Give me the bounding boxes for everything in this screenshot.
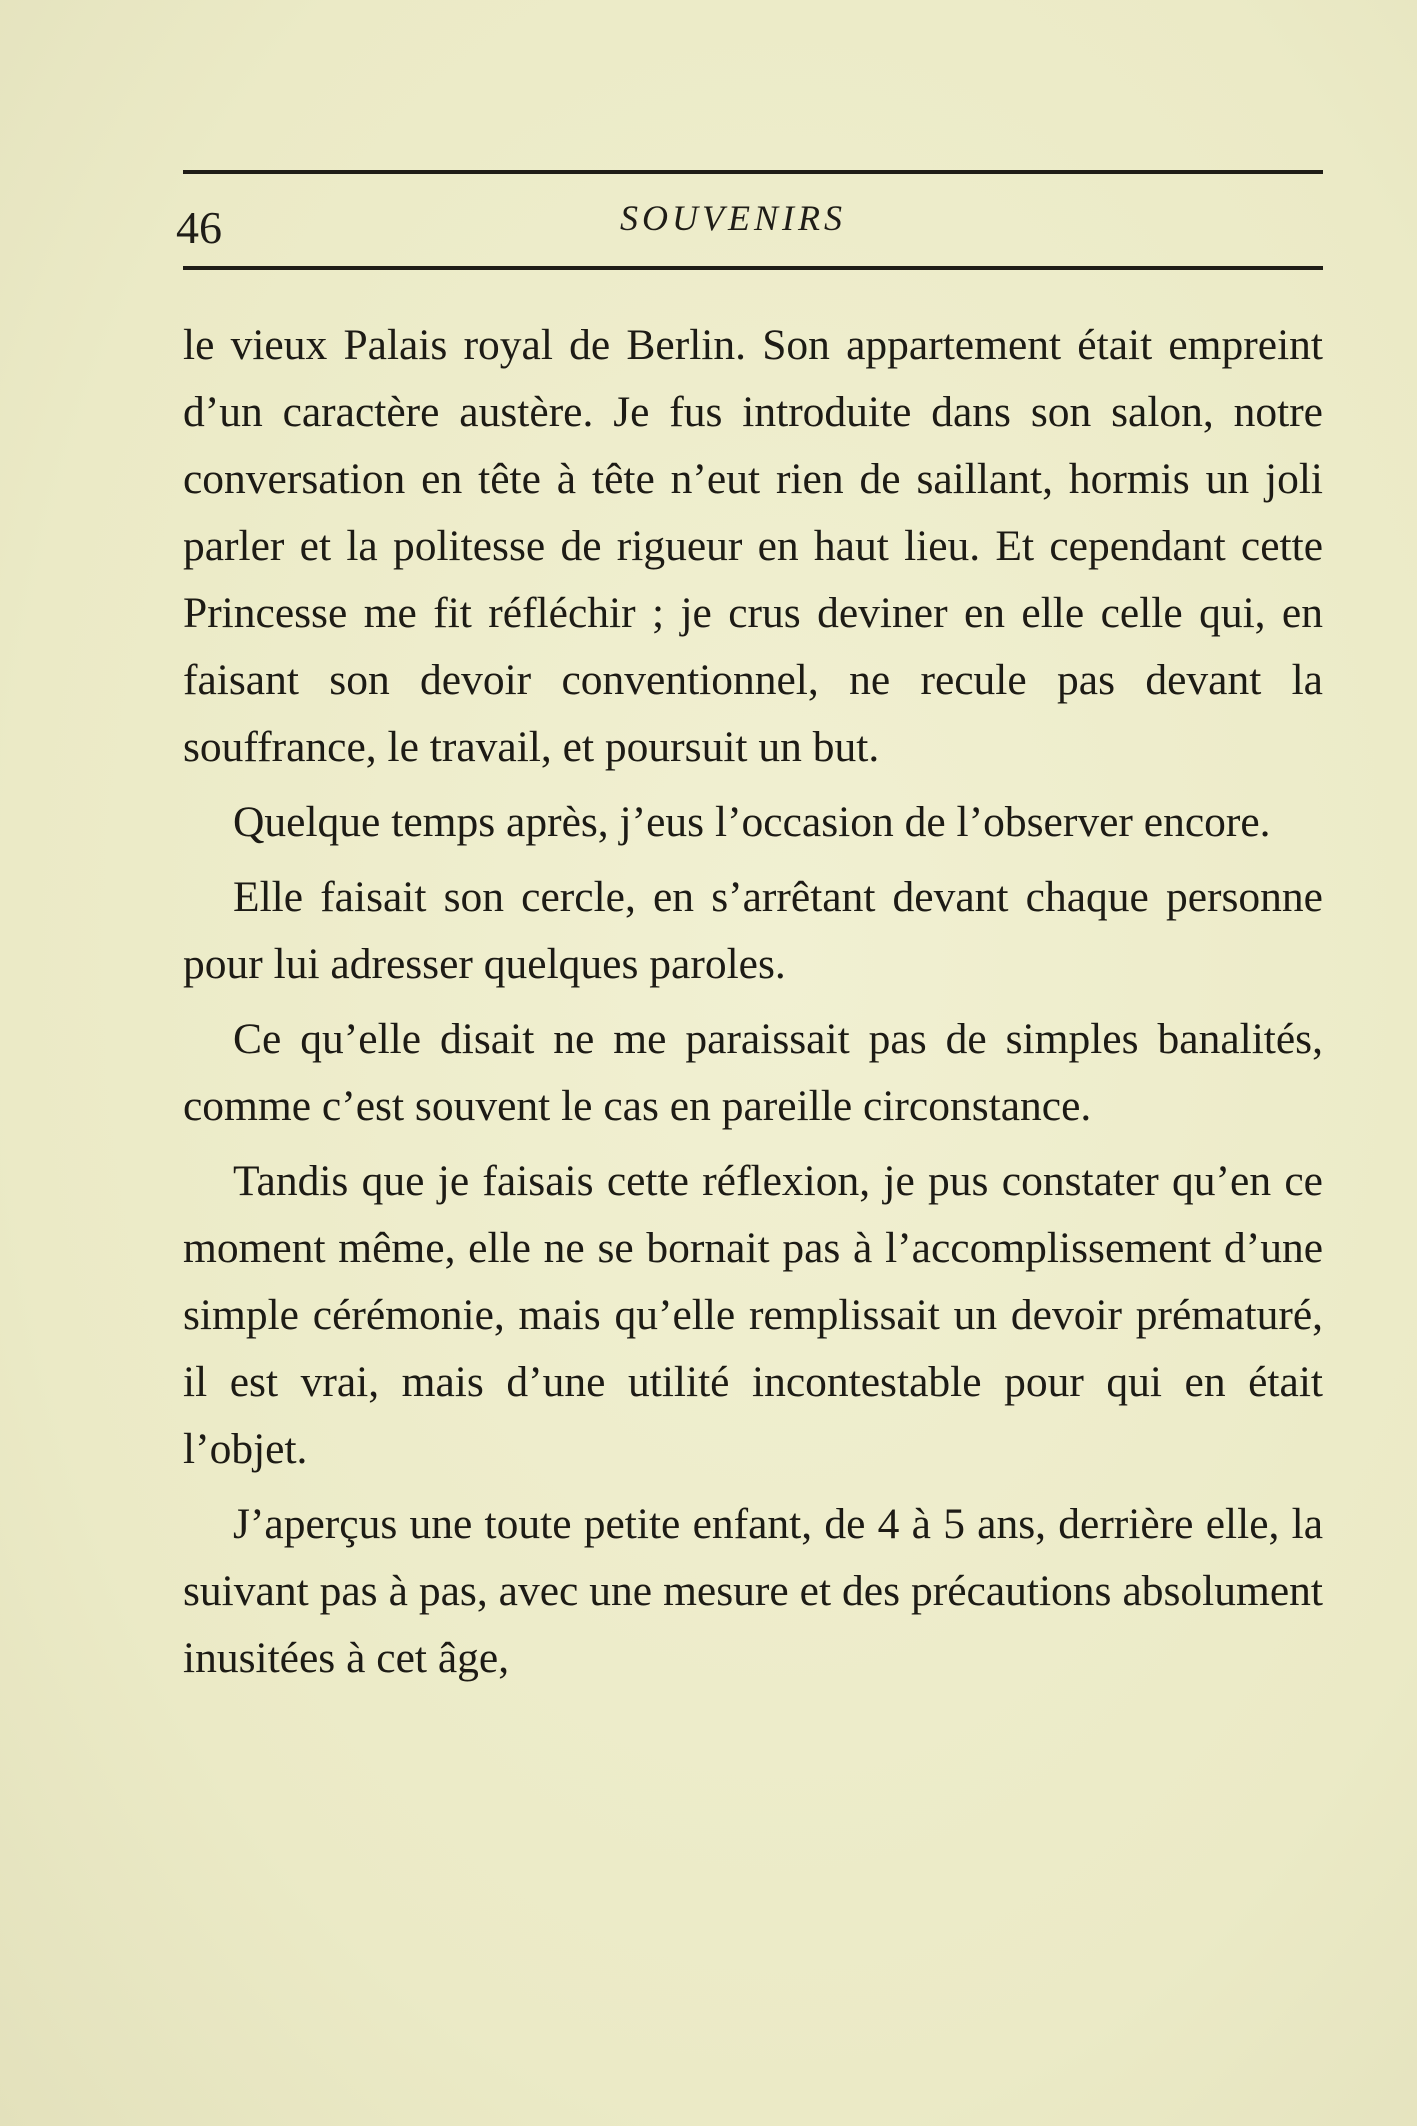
paragraph: Tandis que je faisais cette réflexion, je pus constater qu’en ce moment même, elle ne se bornait pas à l’accomplissement d’une simple cérémonie, mais qu’elle remplissait un devoir prématuré, il est vrai, mais d’une utilité incontestable pour qui en était l’objet. (183, 1157, 1323, 1473)
paragraph: Elle faisait son cercle, en s’arrêtant devant chaque personne pour lui adresser quelques paroles. (183, 873, 1323, 988)
body-text (183, 312, 1323, 1700)
paragraph: Quelque temps après, j’eus l’occasion de l’observer encore. (233, 798, 1271, 846)
header-rule-bottom (183, 266, 1323, 270)
page-number: 46 (176, 202, 222, 253)
running-title: SOUVENIRS (620, 198, 846, 238)
paragraph: J’aperçus une toute petite enfant, de 4 à 5 ans, derrière elle, la suivant pas à pas, avec une mesure et des précautions absolument inusitées à cet âge, (183, 1500, 1323, 1682)
paragraph: le vieux Palais royal de Berlin. Son appartement était empreint d’un caractère austère. Je fus introduite dans son salon, notre conversation en tête à tête n’eut rien de saillant, hormis un joli parler et la politesse de rigueur en haut lieu. Et cependant cette Princesse me fit réfléchir ; je crus deviner en elle celle qui, en faisant son devoir conventionnel, ne recule pas devant la souffrance, le travail, et poursuit un but. (183, 321, 1323, 771)
header-rule-top (183, 170, 1323, 174)
paragraph: Ce qu’elle disait ne me paraissait pas de simples banalités, comme c’est souvent le cas en pareille circonstance. (183, 1015, 1323, 1130)
